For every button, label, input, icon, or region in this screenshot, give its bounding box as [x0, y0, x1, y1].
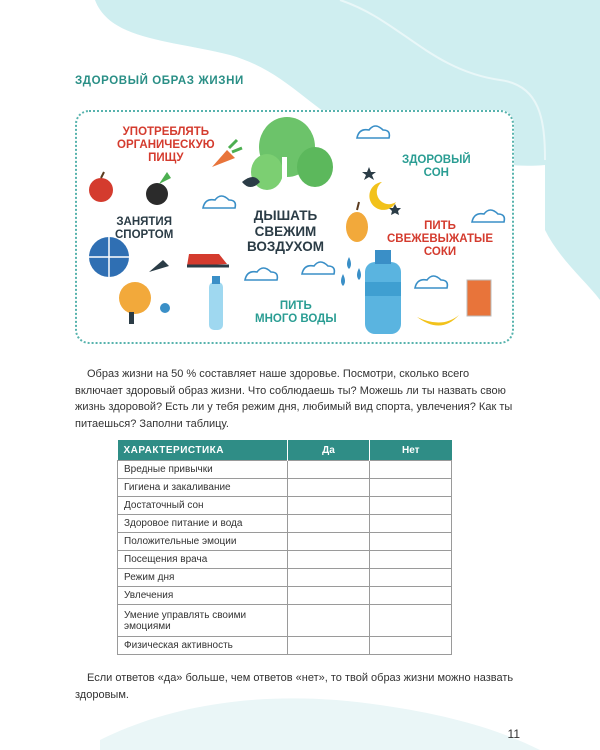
water-drop-icon	[341, 257, 361, 286]
table-row	[118, 461, 452, 479]
yes-cell[interactable]	[288, 569, 370, 587]
cloud-icon	[415, 276, 447, 288]
yes-cell[interactable]	[288, 497, 370, 515]
no-cell[interactable]	[370, 515, 452, 533]
table-row	[118, 587, 452, 605]
beet-icon	[146, 172, 171, 205]
section-title: ЗДОРОВЫЙ ОБРАЗ ЖИЗНИ	[75, 75, 244, 87]
row-label: Физическая активность	[118, 637, 288, 655]
label-fresh-air: ДЫШАТЬ СВЕЖИМ ВОЗДУХОМ	[247, 208, 324, 255]
outro-paragraph: Если ответов «да» больше, чем ответов «нет», то твой образ жизни можно назвать здоровым.	[75, 672, 514, 701]
apple-icon	[89, 172, 113, 202]
table-row	[118, 479, 452, 497]
yes-cell[interactable]	[288, 551, 370, 569]
yes-cell[interactable]	[288, 515, 370, 533]
header-characteristic: ХАРАКТЕРИСТИКА	[118, 440, 288, 461]
row-label: Вредные привычки	[118, 461, 288, 479]
label-drink-water: ПИТЬ МНОГО ВОДЫ	[255, 300, 337, 326]
cloud-icon	[245, 268, 277, 280]
moon-icon	[369, 182, 396, 210]
no-cell[interactable]	[370, 637, 452, 655]
yes-cell[interactable]	[288, 479, 370, 497]
no-cell[interactable]	[370, 497, 452, 515]
no-cell[interactable]	[370, 461, 452, 479]
label-sport: ЗАНЯТИЯ СПОРТОМ	[115, 216, 174, 242]
water-bottle-icon	[365, 250, 401, 334]
row-label: Достаточный сон	[118, 497, 288, 515]
row-label: Посещения врача	[118, 551, 288, 569]
cloud-icon	[302, 262, 334, 274]
bottle-icon	[209, 276, 223, 330]
shuttlecock-icon	[149, 260, 169, 272]
row-label: Увлечения	[118, 587, 288, 605]
yes-cell[interactable]	[288, 637, 370, 655]
table-row	[118, 569, 452, 587]
yes-cell[interactable]	[288, 461, 370, 479]
carrot-icon	[212, 140, 242, 167]
no-cell[interactable]	[370, 479, 452, 497]
juice-glass-icon	[467, 280, 491, 316]
no-cell[interactable]	[370, 533, 452, 551]
yes-cell[interactable]	[288, 605, 370, 637]
pear-icon	[346, 202, 368, 242]
basketball-icon	[89, 237, 129, 277]
row-label: Режим дня	[118, 569, 288, 587]
illustration-box	[75, 110, 514, 344]
table-row	[118, 551, 452, 569]
label-fresh-juices: ПИТЬ СВЕЖЕВЫЖАТЫЕ СОКИ	[387, 220, 493, 259]
table-header-row	[118, 440, 452, 461]
header-no: Нет	[370, 440, 452, 461]
row-label: Здоровое питание и вода	[118, 515, 288, 533]
banana-icon	[417, 315, 459, 326]
health-table	[117, 440, 452, 655]
ping-pong-icon	[119, 282, 170, 324]
table-row	[118, 497, 452, 515]
yes-cell[interactable]	[288, 587, 370, 605]
cloud-icon	[203, 196, 235, 208]
no-cell[interactable]	[370, 587, 452, 605]
no-cell[interactable]	[370, 551, 452, 569]
page-number: 11	[507, 727, 520, 741]
row-label: Положительные эмоции	[118, 533, 288, 551]
yes-cell[interactable]	[288, 533, 370, 551]
table-row	[118, 605, 452, 637]
greens-icon	[251, 117, 333, 192]
header-yes: Да	[288, 440, 370, 461]
row-label: Умение управлять своими эмоциями	[118, 605, 288, 637]
sneaker-icon	[187, 254, 229, 266]
row-label: Гигиена и закаливание	[118, 479, 288, 497]
label-healthy-sleep: ЗДОРОВЫЙ СОН	[402, 154, 471, 180]
cloud-icon	[357, 126, 389, 138]
table-row	[118, 515, 452, 533]
table-row	[118, 533, 452, 551]
no-cell[interactable]	[370, 569, 452, 587]
intro-paragraph: Образ жизни на 50 % составляет наше здоровье. Посмотри, сколько всего включает здоровый образ жизни. Что соблюдаешь ты? Можешь ли ты назвать свою жизнь здоровой? Есть ли у тебя режим дня, любимый вид спорта, увлечения? Как ты питаешься? Заполни таблицу.	[75, 368, 513, 430]
table-row	[118, 637, 452, 655]
no-cell[interactable]	[370, 605, 452, 637]
label-organic-food: УПОТРЕБЛЯТЬ ОРГАНИЧЕСКУЮ ПИЩУ	[117, 126, 215, 165]
